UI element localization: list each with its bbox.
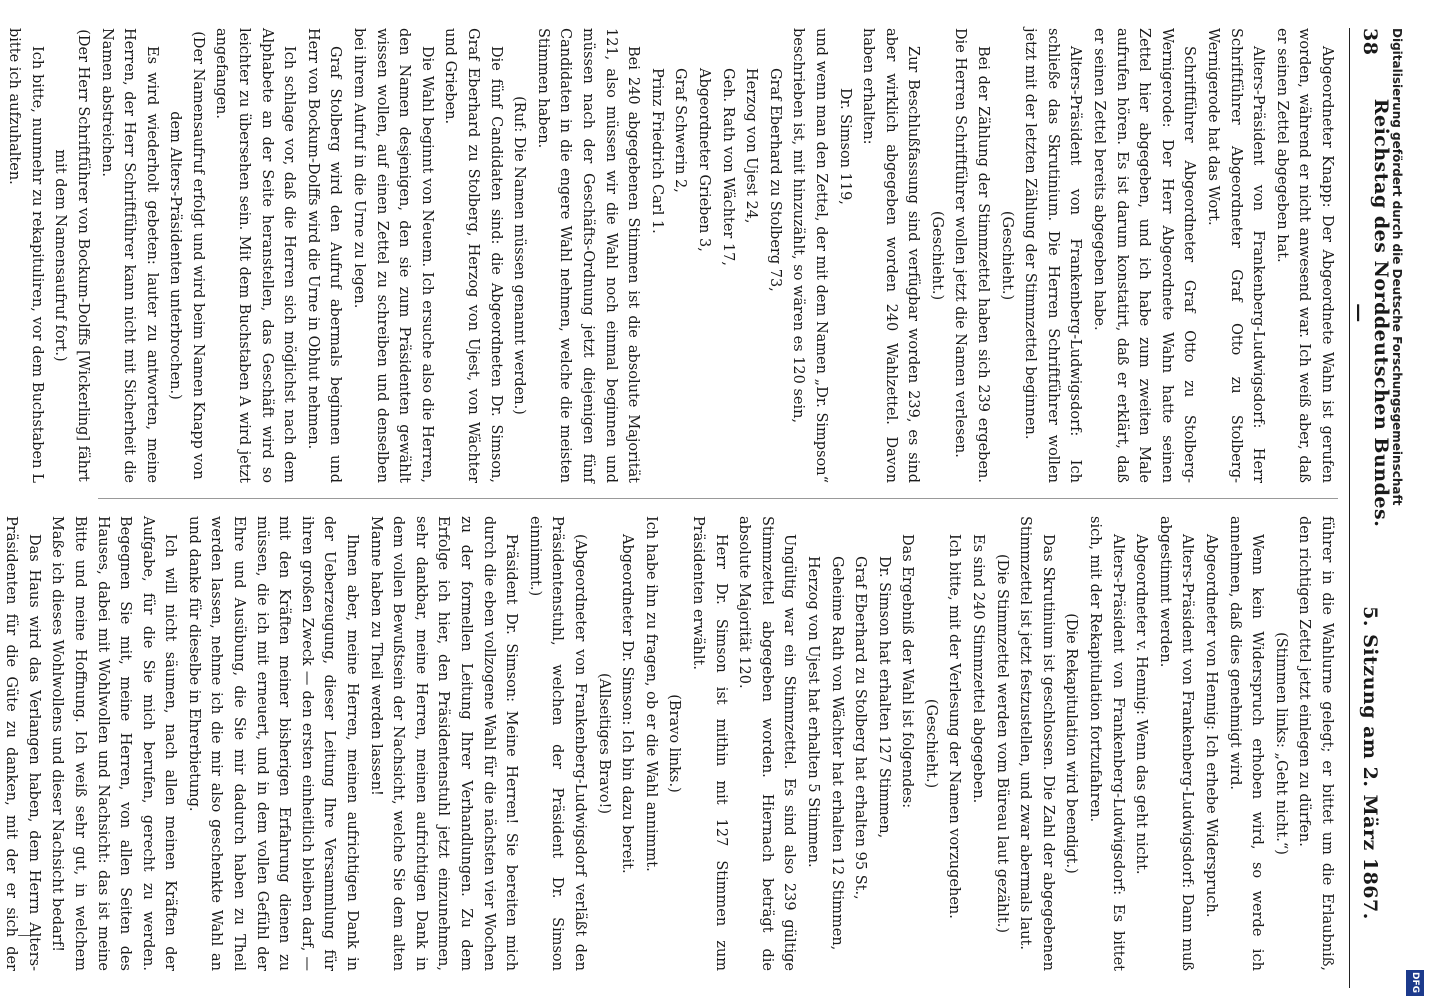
digitization-credit: Digitalisierung gefördert durch die Deutsche Forschungsgemeinschaft — [1390, 28, 1404, 506]
paragraph: Ich habe ihn zu fragen, ob er die Wahl annimmt. — [642, 516, 659, 872]
vote-line: Dr. Simson 119, — [836, 88, 853, 205]
paragraph: Abgeordneter v. Hennig: Wenn das geht nicht. — [1133, 534, 1150, 875]
paragraph: (Abgeordneter von Frankenberg-Ludwigsdorf verläßt den Präsidentenstuhl, welchen der Präsident Dr. Simson einnimmt.) — [526, 516, 588, 971]
column-divider — [98, 498, 1338, 499]
paragraph: Herr Dr. Simson ist mithin mit 127 Stimmen zum Präsidenten erwählt. — [689, 516, 729, 971]
vote-line: Prinz Friedrich Carl 1. — [648, 68, 665, 234]
vote-line: Herzog von Ujest 24, — [743, 68, 760, 224]
paragraph: Das Haus wird das Verlangen haben, dem Herrn Alters-Präsidenten für die Güte zu danken, mit der er sich der — [3, 516, 42, 971]
paragraph: Schriftführer Abgeordneter Graf Otto zu Stolberg-Wernigerode: Der Herr Abgeordnete Wahn hatte seinen Zettel hier abgegeben, und ich habe zum zweiten Male aufrufen hören. Es ist darum konstatirt, daß er erklärt, daß er seinen Zettel bereits abgegeben habe. — [1091, 28, 1198, 483]
vote-line: Graf Eberhard zu Stolberg hat erhalten 95 St., — [852, 556, 869, 900]
paragraph: Ich bitte, mit der Verlesung der Namen vorzugehen. — [946, 534, 963, 919]
paragraph: Präsident Dr. Simson: Meine Herren! Sie bereiten mich durch die eben vollzogene Wahl für die nächsten vier Wochen zu der formellen Leitung Ihrer Verhandlungen. Zu dem Erfolge ich hier, den Präsidentenstuhl jetzt einzunehmen, sehr dankbar, meine Herren, meinen aufrichtigen Dank in dem vollen Bewußtsein der Nachsicht, welche Sie dem alten Manne haben zu Theil werden lassen! — [367, 516, 520, 971]
stage-direction: (Der Namensaufruf erfolgt und wird beim Namen Knapp von dem Alters-Präsidenten unterbrochen.) — [167, 31, 206, 480]
stage-direction — [0, 28, 2, 483]
paragraph: Ich will nicht säumen, nach allen meinen Kräften der Aufgabe, für die Sie mich berufen, gerecht zu werden. Begegnen Sie mit, meine Herren, von allen Seiten des Hauses, dabei mit Wohlwollen und Nachsicht: das ist meine Bitte und meine Hoffnung. Ich weiß sehr gut, in welchem Maße ich dieses Wohlwollens und dieser Nachsicht bedarf! — [49, 516, 179, 971]
journal-title: Reichstag des Norddeutschen Bundes. — — [1348, 98, 1392, 528]
paragraph: Bei der Zählung der Stimmzettel haben sich 239 ergeben. Die Herren Schriftführer wollen jetzt die Namen verlesen. — [952, 28, 992, 483]
paragraph: Bei 240 abgegebenen Stimmen ist die absolute Majorität 121, also müssen wir die Wahl noch einmal beginnen und müssen nach der Geschäfts-Ordnung jetzt diejenigen fünf Candidaten in die engere Wahl nehmen, welche die meisten Stimmen haben. — [534, 28, 642, 483]
paragraph: Ich schlage vor, daß die Herren sich möglichst nach dem Alphabete an der Seite heranstellen, das Geschäft wird so leichter zu übersehen sein. Mit dem Buchstaben A wird jetzt angefangen. — [213, 28, 298, 483]
stage-direction: (Der Herr Schriftführer von Bockum-Dolffs [Wickerling] fährt mit dem Namensaufruf fort.) — [52, 29, 91, 482]
paragraph: Alters-Präsident von Frankenberg-Ludwigsdorf: Es bittet sich, mit der Rekapitulation fortzufahren. — [1087, 516, 1126, 971]
stage-direction: (Geschieht.) — [922, 698, 939, 789]
paragraph: Zur Beschlußfassung sind verfügbar worden 239, es sind aber wirklich abgegeben worden 240 Wahlzettel. Davon haben erhalten: — [860, 28, 922, 483]
rotated-document-page — [3, 28, 1392, 988]
stage-direction: (Geschieht.) — [998, 210, 1015, 301]
paragraph: Abgeordneter Knapp: Der Abgeordnete Wahn ist gerufen worden, während er nicht anwesend war. Ich weiß aber, daß er seinen Zettel abgegeben hat. — [1273, 28, 1335, 483]
stage-direction: (Die Stimmzettel werden vom Büreau laut gezählt.) — [993, 553, 1010, 934]
paragraph: Wenn kein Widerspruch erhoben wird, so werde ich annehmen, daß dies genehmigt wird. — [1226, 516, 1266, 971]
dfg-logo-icon: DFG — [1406, 970, 1424, 996]
paragraph: Graf Stolberg wird den Aufruf abermals beginnen und Herr von Bockum-Dolffs wird die Urne in Obhut nehmen. — [304, 28, 344, 483]
stage-direction: (Stimmen links: „Geht nicht.“) — [1272, 632, 1289, 855]
vote-line: Geheime Rath von Wächter hat erhalten 12 Stimmen, — [828, 556, 845, 951]
paragraph: Alters-Präsident von Frankenberg-Ludwigsdorf: Dann muß abgestimmt werden. — [1156, 516, 1196, 971]
vote-line: Dr. Simson hat erhalten 127 Stimmen, — [875, 556, 892, 839]
paragraph: Ihnen aber, meine Herren, meinen aufrichtigen Dank in der Ueberzeugung, dieser Leitung Ihre Versammlung für ihren großen Zweck — den ersten einheitlich bleiben darf, — mit den Kräften meiner bisherigen Erfahrung dienen zu müssen, die ich mit erneuert, und in dem vollen Gefühl der Ehre und Ausübung, die Sie mir dadurch haben zu Theil werden lassen, nehme ich die mir also geschenkte Wahl an und danke für dieselbe in Ehrerbietung. — [185, 516, 361, 971]
paragraph: Abgeordneter Dr. Simson: Ich bin dazu bereit. — [619, 534, 636, 874]
paragraph: Das Skrutinium ist geschlossen. Die Zahl der abgegebenen Stimmzettel ist jetzt festzustellen, und zwar abermals laut. — [1017, 516, 1056, 971]
paragraph: Ich bitte, nunmehr zu rekapituliren, vor dem Buchstaben L bitte ich aufzuhalten. — [6, 28, 45, 483]
paragraph: führer in die Wahlurne gelegt; er bittet um die Erlaubniß, den richtigen Zettel jetzt einlegen zu dürfen. — [1296, 516, 1335, 971]
vote-line: Graf Schwerin 2, — [672, 68, 689, 193]
page-number: 38 — [1359, 28, 1381, 56]
vote-line: Herzog von Ujest hat erhalten 5 Stimmen. — [804, 556, 821, 868]
scan-mark — [18, 935, 30, 936]
paragraph: Ungültig war ein Stimmzettel. Es sind also 239 gültige Stimmzettel abgegeben worden. Hiernach beträgt die absolute Majorität 120. — [736, 516, 798, 971]
stage-direction: (Allseitiges Bravo!) — [595, 672, 612, 815]
right-column — [3, 516, 1338, 971]
vote-line: Abgeordneter Grieben 3, — [695, 68, 712, 252]
left-column — [6, 28, 1338, 483]
paragraph: Alters-Präsident von Frankenberg-Ludwigsdorf: Ich schließe das Skrutinium. Die Herren Schriftführer wollen jetzt mit der letzten Zählung der Stimmzettel beginnen. — [1022, 28, 1084, 483]
vote-line: Geh. Rath von Wächter 17, — [719, 68, 736, 267]
paragraph: Alters-Präsident von Frankenberg-Ludwigsdorf: Herr Schriftführer Abgeordneter Graf Otto zu Stolberg-Wernigerode hat das Wort. — [1205, 28, 1267, 483]
vote-line: Graf Eberhard zu Stolberg 73, — [766, 68, 783, 292]
stage-direction: (Ruf: Die Namen müssen genannt werden.) — [511, 96, 528, 415]
paragraph: und wenn man den Zettel, der mit dem Namen „Dr. Simpson“ beschrieben ist, mit hinzuzählt, so wären es 120 sein, — [790, 28, 829, 483]
paragraph: Die Wahl beginnt von Neuem. Ich ersuche also die Herren, den Namen desjenigen, den sie zum Präsidenten gewählt wissen wollen, auf einen Zettel zu schreiben und denselben bei ihrem Aufruf in die Urne zu legen. — [351, 28, 435, 483]
paragraph: Abgeordneter von Hennig: Ich erhebe Widerspruch. — [1203, 534, 1220, 918]
paragraph: Das Ergebniß der Wahl ist folgendes: — [899, 534, 916, 809]
paragraph: Es wird wiederholt gebeten: lauter zu antworten, meine Herren, der Herr Schriftführer kann nicht mit Sicherheit die Namen abstreichen. — [98, 28, 160, 483]
stage-direction: (Bravo links.) — [666, 694, 683, 793]
session-title: 5. Sitzung am 2. März 1867. — [1359, 606, 1381, 920]
stage-direction: (Die Rekapitulation wird beendigt.) — [1063, 613, 1080, 874]
stage-direction: (Geschieht.) — [928, 210, 945, 301]
paragraph: Es sind 240 Stimmzettel abgegeben. — [970, 534, 987, 804]
paragraph: Die fünf Candidaten sind: die Abgeordneten Dr. Simson, Graf Eberhard zu Stolberg, Herzog von Ujest, von Wächter und Grieben. — [442, 28, 504, 483]
